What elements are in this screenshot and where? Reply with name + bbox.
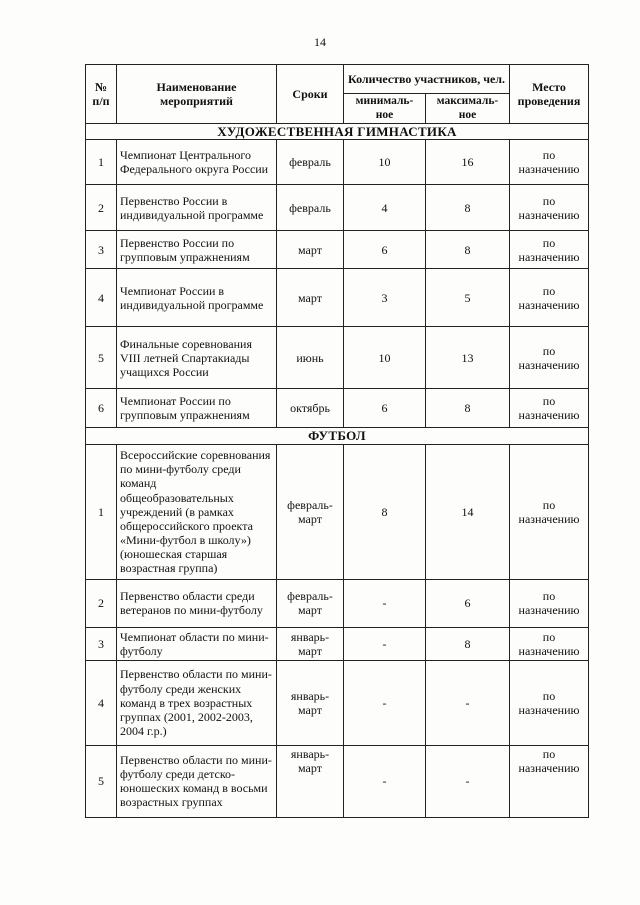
cell-num: 3 [86, 627, 117, 660]
table-row [86, 231, 589, 269]
cell-place: по назначению [510, 627, 589, 660]
cell-max: 16 [426, 140, 510, 185]
cell-max: - [426, 745, 510, 817]
table-row [86, 627, 589, 660]
cell-place: по назначению [510, 660, 589, 745]
cell-max: 13 [426, 327, 510, 389]
cell-min: 10 [344, 140, 426, 185]
header-place: Место проведения [510, 65, 589, 124]
header-num: № п/п [86, 65, 117, 124]
cell-place: по назначению [510, 745, 589, 817]
cell-max: 6 [426, 579, 510, 627]
header-dates: Сроки [277, 65, 344, 124]
cell-min: 6 [344, 389, 426, 428]
cell-place: по назначению [510, 185, 589, 231]
cell-min: 6 [344, 231, 426, 269]
cell-name: Первенство области среди ветеранов по мини-футболу [117, 579, 277, 627]
header-participants: Количество участников, чел. [344, 65, 510, 94]
cell-num: 4 [86, 269, 117, 327]
cell-name: Финальные соревнования VIII летней Спартакиады учащихся России [117, 327, 277, 389]
cell-place: по назначению [510, 269, 589, 327]
cell-name: Первенство России по групповым упражнениям [117, 231, 277, 269]
cell-name: Чемпионат области по мини-футболу [117, 627, 277, 660]
cell-num: 1 [86, 140, 117, 185]
cell-name: Чемпионат России по групповым упражнениям [117, 389, 277, 428]
section-title: ХУДОЖЕСТВЕННАЯ ГИМНАСТИКА [86, 124, 589, 140]
cell-place: по назначению [510, 231, 589, 269]
cell-min: 4 [344, 185, 426, 231]
cell-name: Первенство области по мини-футболу среди детско-юношеских команд в восьми возрастных группах [117, 745, 277, 817]
cell-num: 2 [86, 185, 117, 231]
cell-name: Первенство области по мини-футболу среди женских команд в трех возрастных группах (2001, 2002-2003, 2004 г.р.) [117, 660, 277, 745]
table-row [86, 185, 589, 231]
cell-place: по назначению [510, 140, 589, 185]
cell-dates: январь-март [277, 745, 344, 817]
header-name: Наименование мероприятий [117, 65, 277, 124]
cell-name: Чемпионат Центрального Федерального округа России [117, 140, 277, 185]
cell-min: - [344, 745, 426, 817]
page-number: 14 [314, 35, 326, 49]
cell-max: 8 [426, 231, 510, 269]
events-body [86, 124, 589, 818]
table-row [86, 660, 589, 745]
cell-dates: январь-март [277, 660, 344, 745]
table-row [86, 745, 589, 817]
table-row [86, 269, 589, 327]
cell-dates: октябрь [277, 389, 344, 428]
cell-min: - [344, 660, 426, 745]
cell-num: 6 [86, 389, 117, 428]
cell-place: по назначению [510, 579, 589, 627]
cell-num: 1 [86, 444, 117, 579]
cell-num: 5 [86, 745, 117, 817]
cell-dates: март [277, 231, 344, 269]
cell-place: по назначению [510, 389, 589, 428]
cell-dates: март [277, 269, 344, 327]
cell-name: Первенство России в индивидуальной программе [117, 185, 277, 231]
cell-name: Чемпионат России в индивидуальной программе [117, 269, 277, 327]
header-max: максималь-ное [426, 94, 510, 124]
cell-min: - [344, 627, 426, 660]
cell-dates: февраль [277, 140, 344, 185]
cell-num: 3 [86, 231, 117, 269]
cell-name: Всероссийские соревнования по мини-футболу среди команд общеобразовательных учреждений (в рамках общероссийского проекта «Мини-футбол в школу») (юношеская старшая возрастная группа) [117, 444, 277, 579]
table-row [86, 327, 589, 389]
cell-place: по назначению [510, 327, 589, 389]
cell-min: 8 [344, 444, 426, 579]
cell-max: - [426, 660, 510, 745]
cell-place: по назначению [510, 444, 589, 579]
cell-max: 8 [426, 185, 510, 231]
table-row [86, 579, 589, 627]
table-row [86, 140, 589, 185]
cell-max: 8 [426, 389, 510, 428]
cell-num: 2 [86, 579, 117, 627]
cell-num: 4 [86, 660, 117, 745]
cell-max: 5 [426, 269, 510, 327]
events-table [85, 64, 589, 818]
cell-dates: июнь [277, 327, 344, 389]
cell-max: 8 [426, 627, 510, 660]
cell-min: - [344, 579, 426, 627]
section-row [86, 124, 589, 140]
section-row [86, 428, 589, 444]
header-min: минималь-ное [344, 94, 426, 124]
cell-dates: февраль-март [277, 579, 344, 627]
cell-min: 10 [344, 327, 426, 389]
section-title: ФУТБОЛ [86, 428, 589, 444]
table-row [86, 444, 589, 579]
cell-max: 14 [426, 444, 510, 579]
cell-dates: февраль [277, 185, 344, 231]
table-row [86, 389, 589, 428]
cell-min: 3 [344, 269, 426, 327]
cell-num: 5 [86, 327, 117, 389]
cell-dates: январь-март [277, 627, 344, 660]
cell-dates: февраль-март [277, 444, 344, 579]
